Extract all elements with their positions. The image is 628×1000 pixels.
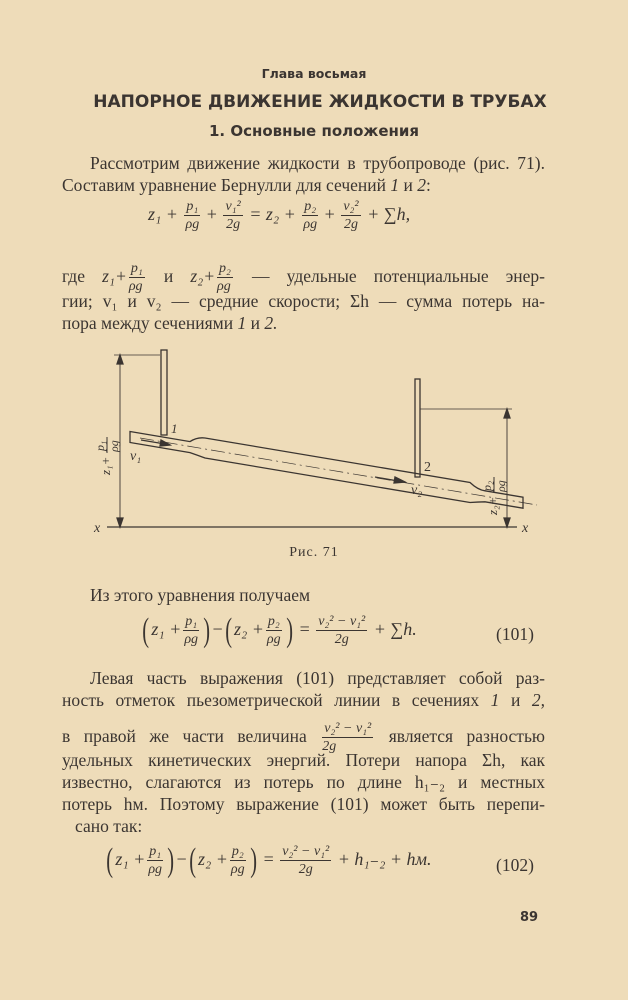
equation-101-number: (101)	[496, 624, 534, 644]
axis-x-right-label: x	[522, 521, 529, 536]
piezometer-1	[161, 350, 167, 435]
para4-line7: сано так:	[75, 816, 143, 836]
svg-text:ρg: ρg	[107, 440, 121, 452]
para2-line1: где z₁+ $\frac{\text{p₁}}{\rho g}$ и z₂+ $\frac{\text{p₂}}{\rho g}$ — удельные потенциальные энер-	[62, 261, 545, 294]
svg-text:ρg: ρg	[494, 480, 508, 492]
para4-line2: ность отметок пьезометрической линии в сечениях 1 и 2,	[62, 690, 545, 710]
piezometer-2	[415, 379, 420, 477]
section-1-label: 1	[171, 421, 178, 436]
para4-line4: удельных кинетических энергий. Потери напора Σh, как	[62, 750, 545, 770]
equation-101: ( z₁ + $\frac{\text{p₁}}{\rho g}$ ) −( z₂ + $\frac{\text{p₂}}{\rho g}$ ) = $\frac{\text{v₂² − v₁²}}{2g}$ + ∑h.	[142, 612, 417, 649]
svg-text:z₂+: z₂+	[485, 496, 500, 515]
v1-label: v₁	[130, 449, 142, 464]
figure-71-pipe-diagram	[0, 340, 628, 540]
equation-102-number: (102)	[496, 855, 534, 875]
pipe	[130, 432, 523, 509]
para3: Из этого уравнения получаем	[90, 585, 311, 605]
para1-line1: Рассмотрим движение жидкости в трубопроводе (рис. 71).	[90, 153, 545, 173]
section-2-label: 2	[424, 460, 431, 475]
para4-line1: Левая часть выражения (101) представляет собой раз-	[90, 668, 545, 688]
axis-x-left-label: x	[94, 521, 101, 536]
svg-text:p₂: p₂	[480, 480, 494, 491]
svg-text:p₁: p₁	[93, 440, 107, 451]
page-number: 89	[520, 910, 539, 925]
chapter-title: НАПОРНОЕ ДВИЖЕНИЕ ЖИДКОСТИ В ТРУБАХ	[93, 92, 547, 112]
section-title: 1. Основные положения	[208, 122, 420, 140]
para1-line2: Составим уравнение Бернулли для сечений 1 и 2:	[62, 175, 431, 195]
v2-label: v₂	[411, 483, 423, 498]
bernoulli-equation: z₁ + $\frac{\text{p₁}}{\rho g}$ + $\frac{\text{v₁²}}{2g}$ = z₂ + $\frac{\text{p₂}}{\rho g}$ + $\frac{\text{v₂²}}{2g}$ + ∑h,	[148, 199, 411, 232]
para2-line2: гии; v₁ и v₂ — средние скорости; Σh — сумма потерь на-	[62, 291, 545, 311]
para4-line5: известно, слагаются из потерь по длине h₁₋₂ и местных	[62, 772, 545, 792]
equation-102: ( z₁ + $\frac{\text{p₁}}{\rho g}$ ) −( z₂ + $\frac{\text{p₂}}{\rho g}$ ) = $\frac{\text{v₂² − v₁²}}{2g}$ + h₁₋₂ + hм.	[106, 842, 432, 879]
pipe-axis	[140, 438, 537, 505]
chapter-label: Глава восьмая	[261, 66, 367, 81]
para4-line6: потерь hм. Поэтому выражение (101) может быть перепи-	[62, 794, 545, 814]
para2-line3: пора между сечениями 1 и 2.	[62, 313, 278, 333]
para4-line3: в правой же части величина $\frac{\text{v₂² − v₁²}}{2g}$ является разностью	[62, 721, 545, 754]
svg-text:z₁+: z₁+	[98, 456, 113, 475]
figure-caption: Рис. 71	[289, 545, 339, 560]
head1-label	[93, 437, 121, 476]
head2-label	[480, 477, 508, 516]
